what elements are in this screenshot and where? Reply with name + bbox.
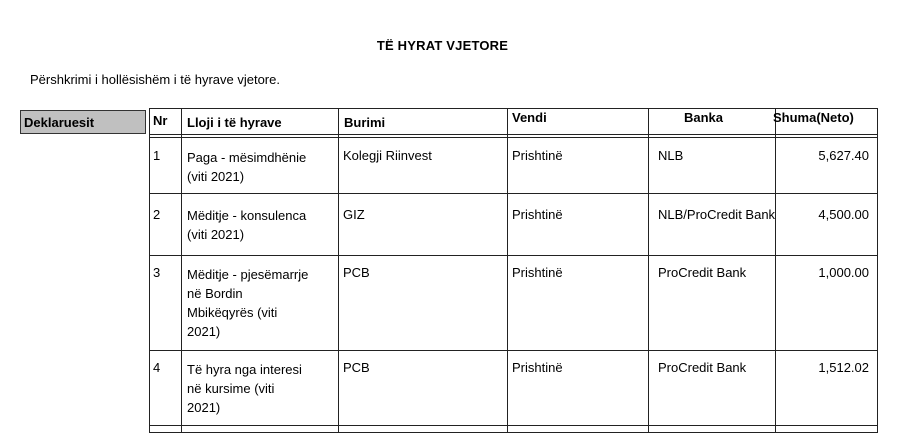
row-2-source: GIZ — [343, 207, 365, 222]
grid-line — [648, 108, 649, 433]
row-2-bank: NLB/ProCredit Bank — [658, 207, 775, 222]
header-place: Vendi — [512, 110, 547, 125]
row-1-type-line: (viti 2021) — [187, 169, 245, 184]
grid-line — [149, 193, 878, 194]
row-4-nr: 4 — [153, 360, 161, 375]
row-4-type-line: Të hyra nga interesi — [187, 362, 302, 377]
row-2-amount: 4,500.00 — [818, 207, 869, 222]
row-1-place: Prishtinë — [512, 148, 563, 163]
row-1-source: Kolegji Riinvest — [343, 148, 432, 163]
grid-line — [149, 108, 150, 433]
header-amount: Shuma(Neto) — [773, 110, 854, 125]
row-4-type-line: 2021) — [187, 400, 221, 415]
income-table — [149, 108, 878, 433]
row-3-type-line: Mëditje - pjesëmarrje — [187, 267, 309, 282]
row-4-place: Prishtinë — [512, 360, 563, 375]
row-2-place: Prishtinë — [512, 207, 563, 222]
row-1-amount: 5,627.40 — [818, 148, 869, 163]
grid-line — [149, 255, 878, 256]
row-4-amount: 1,512.02 — [818, 360, 869, 375]
row-2-type-line: Mëditje - konsulenca — [187, 208, 307, 223]
row-2-type-line: (viti 2021) — [187, 227, 245, 242]
document-subtitle: Përshkrimi i hollësishëm i të hyrave vjetore. — [30, 72, 280, 87]
grid-line — [149, 350, 878, 351]
row-3-type-line: në Bordin — [187, 286, 243, 301]
grid-line — [149, 425, 878, 426]
row-4-type-line: në kursime (viti — [187, 381, 275, 396]
row-3-nr: 3 — [153, 265, 161, 280]
header-income-type: Lloji i të hyrave — [187, 115, 282, 130]
grid-line — [149, 432, 878, 433]
row-3-amount: 1,000.00 — [818, 265, 869, 280]
grid-line — [507, 108, 508, 433]
header-nr: Nr — [153, 113, 168, 128]
row-1-nr: 1 — [153, 148, 161, 163]
header-rule — [149, 134, 878, 138]
row-1-type-line: Paga - mësimdhënie — [187, 150, 307, 165]
grid-line — [877, 108, 878, 433]
row-4-bank: ProCredit Bank — [658, 360, 747, 375]
header-bank: Banka — [684, 110, 724, 125]
grid-line — [338, 108, 339, 433]
row-3-bank: ProCredit Bank — [658, 265, 747, 280]
declarant-label: Deklaruesit — [20, 110, 146, 134]
row-4-source: PCB — [343, 360, 370, 375]
header-source: Burimi — [344, 115, 386, 130]
grid-line — [181, 108, 182, 433]
row-2-nr: 2 — [153, 207, 161, 222]
grid-line — [775, 108, 776, 433]
row-3-type-line: Mbikëqyrës (viti — [187, 305, 278, 320]
row-3-source: PCB — [343, 265, 370, 280]
row-3-type-line: 2021) — [187, 324, 221, 339]
row-3-place: Prishtinë — [512, 265, 563, 280]
row-1-bank: NLB — [658, 148, 684, 163]
document-title: TË HYRAT VJETORE — [376, 38, 509, 53]
